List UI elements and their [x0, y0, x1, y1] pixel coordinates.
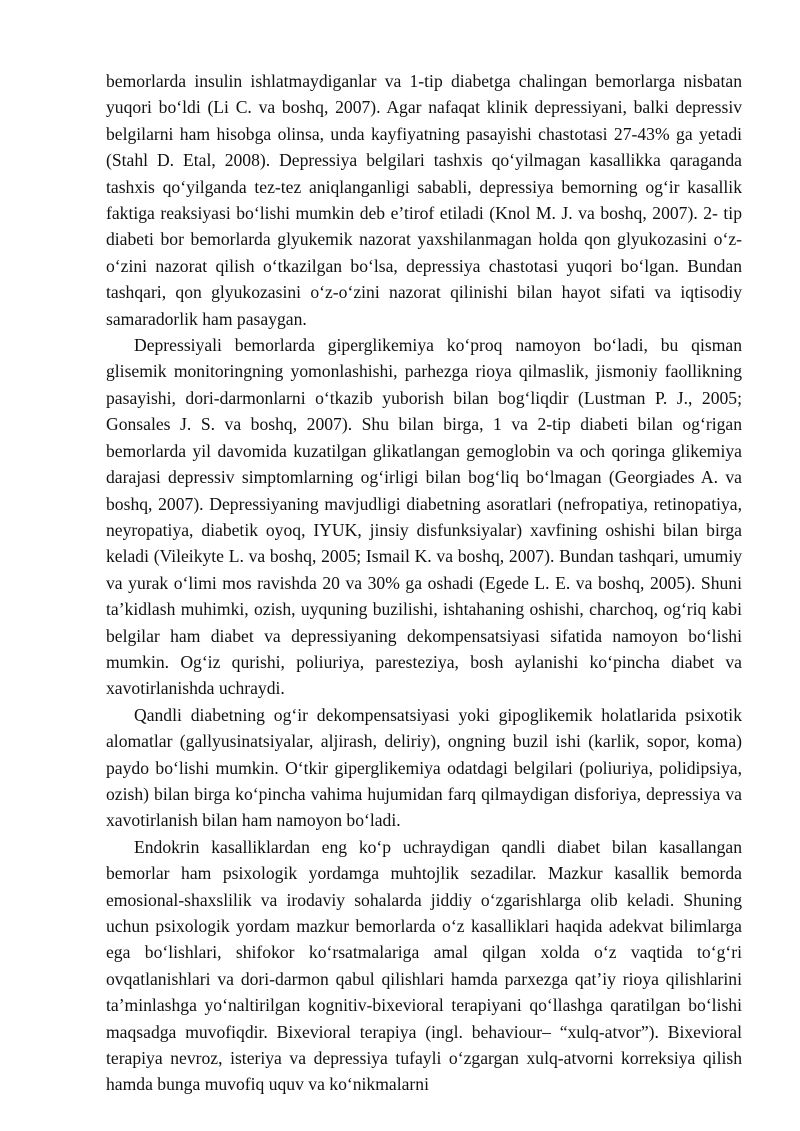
paragraph-1: bemorlarda insulin ishlatmaydiganlar va 1-tip diabetga chalingan bemorlarga nisbatan yuqori bo‘ldi (Li C. va boshq, 2007). Agar nafaqat klinik depressiyani, balki depressiv belgilarni ham hisobga olinsa, unda kayfiyatning pasayishi chastotasi 27-43% ga yetadi (Stahl D. Etal, 2008). Depressiya belgilari tashxis qo‘yilmagan kasallikka qaraganda tashxis qo‘yilganda tez-tez aniqlanganligi sababli, depressiya bemorning og‘ir kasallik faktiga reaksiyasi bo‘lishi mumkin deb e’tirof etiladi (Knol M. J. va boshq, 2007). 2- tip diabeti bor bemorlarda glyukemik nazorat yaxshilanmagan holda qon glyukozasini o‘z-o‘zini nazorat qilish o‘tkazilgan bo‘lsa, depressiya chastotasi yuqori bo‘lgan. Bundan tashqari, qon glyukozasini o‘z-o‘zini nazorat qilinishi bilan hayot sifati va iqtisodiy samaradorlik ham pasaygan. — [106, 71, 742, 329]
paragraph-3: Qandli diabetning og‘ir dekompensatsiyasi yoki gipoglikemik holatlarida psixotik alomatlar (gallyusinatsiyalar, aljirash, deliriy), ongning buzil ishi (karlik, sopor, koma) paydo bo‘lishi mumkin. O‘tkir giperglikemiya odatdagi belgilari (poliuriya, polidipsiya, ozish) bilan birga ko‘pincha vahima hujumidan farq qilmaydigan disforiya, depressiya va xavotirlanish bilan ham namoyon bo‘ladi. — [106, 704, 742, 831]
document-page — [106, 68, 742, 1098]
paragraph-2: Depressiyali bemorlarda giperglikemiya ko‘proq namoyon bo‘ladi, bu qisman glisemik monitoringning yomonlashishi, parhezga rioya qilmaslik, jismoniy faollikning pasayishi, dori-darmonlarni o‘tkazib yuborish bilan bog‘liqdir (Lustman P. J., 2005; Gonsales J. S. va boshq, 2007). Shu bilan birga, 1 va 2-tip diabeti bilan og‘rigan bemorlarda yil davomida kuzatilgan glikatlangan gemoglobin va och qoringa glikemiya darajasi depressiv simptomlarning og‘irligi bilan bog‘liq bo‘lmagan (Georgiades A. va boshq, 2007). Depressiyaning mavjudligi diabetning asoratlari (nefropatiya, retinopatiya, neyropatiya, diabetik oyoq, IYUK, jinsiy disfunksiyalar) xavfining oshishi bilan birga keladi (Vileikyte L. va boshq, 2005; Ismail K. va boshq, 2007). Bundan tashqari, umumiy va yurak o‘limi mos ravishda 20 va 30% ga oshadi (Egede L. E. va boshq, 2005). Shuni ta’kidlash muhimki, ozish, uyquning buzilishi, ishtahaning oshishi, charchoq, og‘riq kabi belgilar ham diabet va depressiyaning dekompensatsiyasi sifatida namoyon bo‘lishi mumkin. Og‘iz qurishi, poliuriya, paresteziya, bosh aylanishi ko‘pincha diabet va xavotirlanishda uchraydi. — [106, 335, 742, 699]
paragraph-4: Endokrin kasalliklardan eng ko‘p uchraydigan qandli diabet bilan kasallangan bemorlar ham psixologik yordamga muhtojlik sezadilar. Mazkur kasallik bemorda emosional-shaxslilik va irodaviy sohalarda jiddiy o‘zgarishlarga olib keladi. Shuning uchun psixologik yordam mazkur bemorlarda o‘z kasalliklari haqida adekvat bilimlarga ega bo‘lishlari, shifokor ko‘rsatmalariga amal qilgan xolda o‘z vaqtida to‘g‘ri ovqatlanishlari va dori-darmon qabul qilishlari hamda parxezga qat’iy rioya qilishlarini ta’minlashga yo‘naltirilgan kognitiv-bixevioral terapiyani qo‘llashga qaratilgan bo‘lishi maqsadga muvofiqdir. Bixevioral terapiya (ingl. behaviour– “xulq-atvor”). Bixevioral terapiya nevroz, isteriya va depressiya tufayli o‘zgargan xulq-atvorni korreksiya qilish hamda bunga muvofiq uquv va ko‘nikmalarni — [106, 836, 742, 1095]
